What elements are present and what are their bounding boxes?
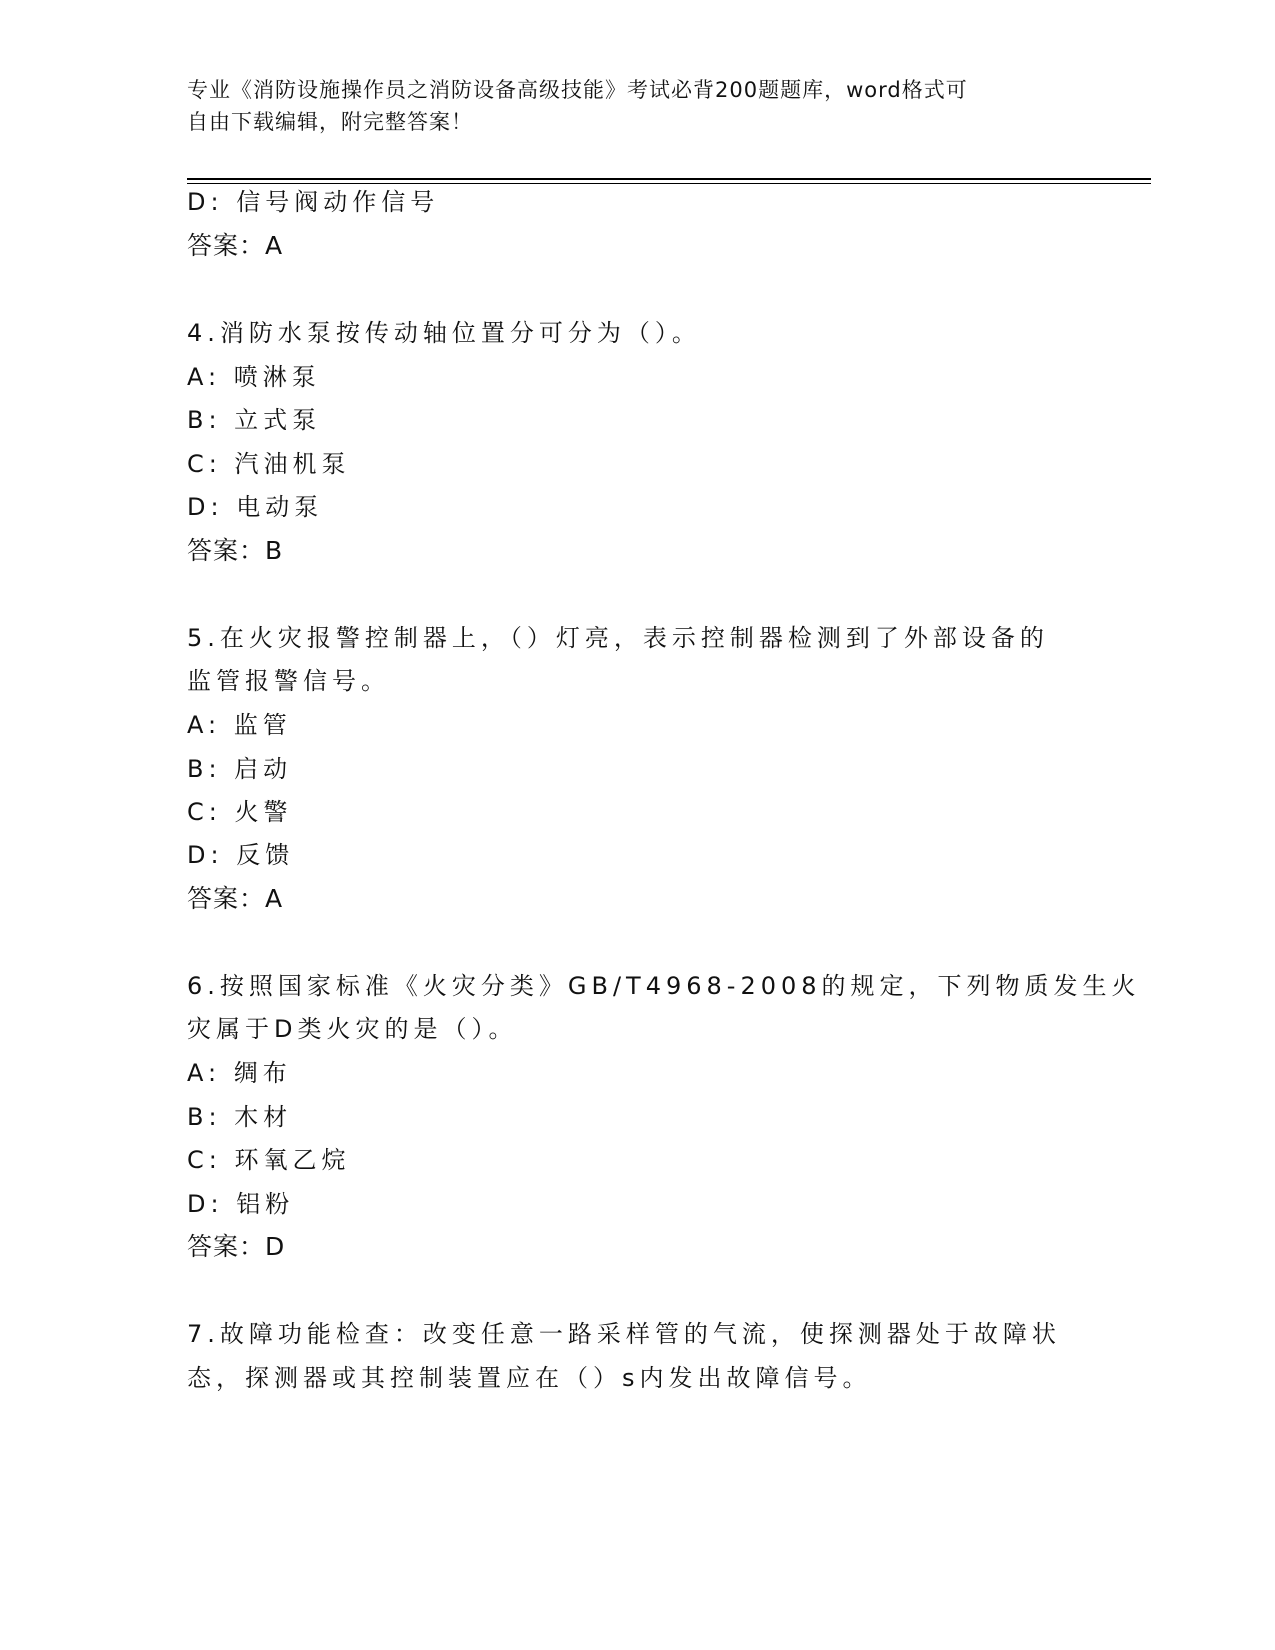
q7-stem-line-2: 态，探测器或其控制装置应在（）s内发出故障信号。 xyxy=(187,1364,872,1392)
q4-option-d: D: 电动泵 xyxy=(187,493,324,521)
q6-option-c: C: 环氧乙烷 xyxy=(187,1146,351,1174)
q5-option-d: D: 反馈 xyxy=(187,841,295,869)
header-line-1: 专业《消防设施操作员之消防设备高级技能》考试必背200题题库，word格式可 xyxy=(187,78,968,102)
q6-option-b: B: 木材 xyxy=(187,1103,293,1131)
q5-option-a: A: 监管 xyxy=(187,711,292,739)
q5-option-c: C: 火警 xyxy=(187,798,293,826)
q4-stem: 4.消防水泵按传动轴位置分可分为（）。 xyxy=(187,319,701,347)
q6-answer: 答案：D xyxy=(187,1232,286,1261)
q7-stem-line-1: 7.故障功能检查：改变任意一路采样管的气流，使探测器处于故障状 xyxy=(187,1320,1061,1348)
q5-stem-line-1: 5.在火灾报警控制器上，（）灯亮，表示控制器检测到了外部设备的 xyxy=(187,624,1049,652)
header-divider-thick xyxy=(187,178,1151,180)
q6-stem-line-1: 6.按照国家标准《火灾分类》GB/T4968-2008的规定，下列物质发生火 xyxy=(187,972,1141,1000)
q4-option-b: B: 立式泵 xyxy=(187,406,322,434)
prev-question-answer: 答案：A xyxy=(187,231,284,260)
q5-answer: 答案：A xyxy=(187,884,284,913)
q5-option-b: B: 启动 xyxy=(187,755,293,783)
prev-question-option-d: D: 信号阀动作信号 xyxy=(187,188,440,216)
header-line-2: 自由下载编辑，附完整答案！ xyxy=(187,110,473,134)
q4-answer: 答案：B xyxy=(187,536,284,565)
q6-option-d: D: 铝粉 xyxy=(187,1190,295,1218)
header-divider-thin xyxy=(187,183,1151,184)
q6-stem-line-2: 灾属于D类火灾的是（）。 xyxy=(187,1015,518,1043)
q4-option-c: C: 汽油机泵 xyxy=(187,450,351,478)
q6-option-a: A: 绸布 xyxy=(187,1059,292,1087)
page-header xyxy=(187,74,1067,138)
q5-stem-line-2: 监管报警信号。 xyxy=(187,667,390,695)
q4-option-a: A: 喷淋泵 xyxy=(187,363,321,391)
